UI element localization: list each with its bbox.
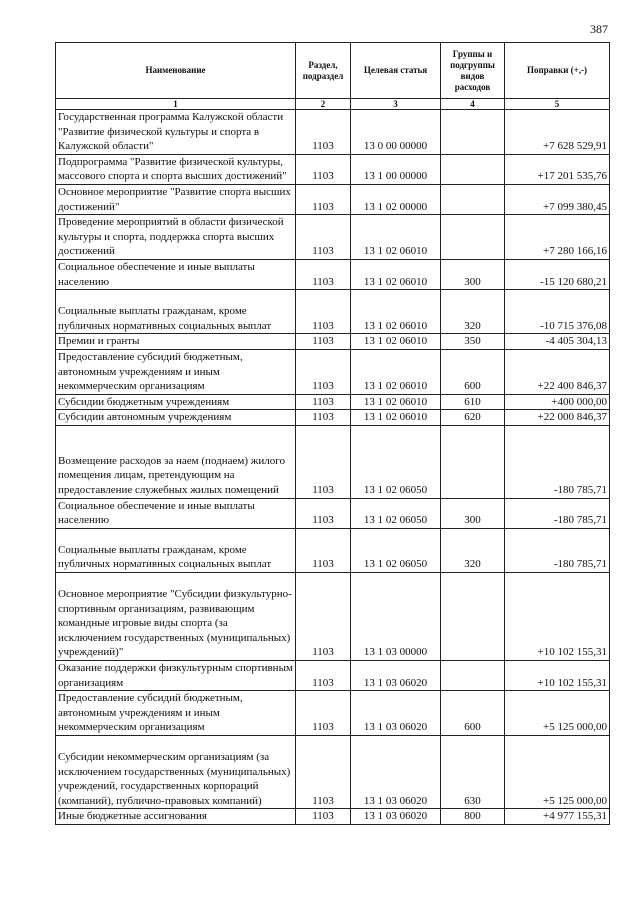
row-group: 350 — [441, 334, 505, 350]
header-section: Раздел, подраздел — [296, 43, 351, 99]
row-article: 13 1 02 06010 — [351, 215, 441, 260]
header-name: Наименование — [56, 43, 296, 99]
column-numbers-row — [56, 99, 610, 110]
row-name: Основное мероприятие "Субсидии физкультурно-спортивным организациям, развивающим командные игровые виды спорта (за исключением государственных (муниципальных) учреждений)" — [56, 573, 296, 661]
table-row — [56, 349, 610, 394]
row-group: 630 — [441, 735, 505, 808]
row-article: 13 1 02 06050 — [351, 498, 441, 528]
row-amount: +22 000 846,37 — [505, 410, 610, 426]
row-amount: -15 120 680,21 — [505, 259, 610, 289]
row-group: 300 — [441, 498, 505, 528]
row-amount: -10 715 376,08 — [505, 290, 610, 334]
row-name: Премии и гранты — [56, 334, 296, 350]
header-article: Целевая статья — [351, 43, 441, 99]
row-amount: +17 201 535,76 — [505, 154, 610, 184]
table-row — [56, 184, 610, 214]
row-name: Предоставление субсидий бюджетным, автономным учреждениям и иным некоммерческим организациям — [56, 691, 296, 736]
row-amount: +22 400 846,37 — [505, 349, 610, 394]
row-group — [441, 184, 505, 214]
table-row — [56, 573, 610, 661]
row-article: 13 1 03 00000 — [351, 573, 441, 661]
table-row — [56, 809, 610, 825]
row-group: 610 — [441, 394, 505, 410]
row-name: Субсидии автономным учреждениям — [56, 410, 296, 426]
row-article: 13 1 02 06010 — [351, 349, 441, 394]
row-section: 1103 — [296, 691, 351, 736]
row-group — [441, 661, 505, 691]
table-row — [56, 735, 610, 808]
row-section: 1103 — [296, 498, 351, 528]
row-section: 1103 — [296, 809, 351, 825]
row-section: 1103 — [296, 349, 351, 394]
row-amount: +5 125 000,00 — [505, 691, 610, 736]
row-group: 320 — [441, 528, 505, 572]
row-section: 1103 — [296, 410, 351, 426]
row-amount: +7 628 529,91 — [505, 110, 610, 155]
row-article: 13 1 02 06010 — [351, 334, 441, 350]
row-article: 13 1 02 06010 — [351, 290, 441, 334]
row-group — [441, 215, 505, 260]
row-section: 1103 — [296, 735, 351, 808]
table-row — [56, 425, 610, 498]
row-section: 1103 — [296, 394, 351, 410]
row-name: Субсидии бюджетным учреждениям — [56, 394, 296, 410]
row-section: 1103 — [296, 259, 351, 289]
row-amount: -180 785,71 — [505, 425, 610, 498]
column-number: 1 — [56, 99, 296, 110]
row-group — [441, 425, 505, 498]
row-name: Социальное обеспечение и иные выплаты населению — [56, 498, 296, 528]
row-section: 1103 — [296, 215, 351, 260]
row-section: 1103 — [296, 290, 351, 334]
row-name: Государственная программа Калужской области "Развитие физической культуры и спорта в Калужской области" — [56, 110, 296, 155]
row-group: 620 — [441, 410, 505, 426]
row-group: 600 — [441, 691, 505, 736]
table-row — [56, 661, 610, 691]
row-article: 13 1 02 06010 — [351, 259, 441, 289]
table-row — [56, 259, 610, 289]
row-article: 13 1 03 06020 — [351, 809, 441, 825]
row-group: 600 — [441, 349, 505, 394]
row-amount: +5 125 000,00 — [505, 735, 610, 808]
row-name: Оказание поддержки физкультурным спортивным организациям — [56, 661, 296, 691]
row-section: 1103 — [296, 425, 351, 498]
table-row — [56, 110, 610, 155]
row-article: 13 1 03 06020 — [351, 735, 441, 808]
row-amount: +4 977 155,31 — [505, 809, 610, 825]
row-group: 300 — [441, 259, 505, 289]
table-row — [56, 498, 610, 528]
row-amount: -4 405 304,13 — [505, 334, 610, 350]
row-section: 1103 — [296, 110, 351, 155]
row-group — [441, 573, 505, 661]
table-row — [56, 410, 610, 426]
row-name: Предоставление субсидий бюджетным, автономным учреждениям и иным некоммерческим организациям — [56, 349, 296, 394]
row-name: Субсидии некоммерческим организациям (за исключением государственных (муниципальных) учреждений, государственных корпораций (компаний), публично-правовых компаний) — [56, 735, 296, 808]
row-section: 1103 — [296, 334, 351, 350]
header-group: Группы и подгруппы видов расходов — [441, 43, 505, 99]
header-row — [56, 43, 610, 99]
row-article: 13 1 03 06020 — [351, 691, 441, 736]
table-row — [56, 691, 610, 736]
table-row — [56, 394, 610, 410]
row-group — [441, 154, 505, 184]
row-name: Социальное обеспечение и иные выплаты населению — [56, 259, 296, 289]
table-row — [56, 290, 610, 334]
row-article: 13 1 02 06010 — [351, 394, 441, 410]
row-name: Подпрограмма "Развитие физической культуры, массового спорта и спорта высших достижений" — [56, 154, 296, 184]
row-group — [441, 110, 505, 155]
row-article: 13 1 00 00000 — [351, 154, 441, 184]
row-article: 13 1 02 06010 — [351, 410, 441, 426]
row-name: Иные бюджетные ассигнования — [56, 809, 296, 825]
column-number: 4 — [441, 99, 505, 110]
row-article: 13 1 02 06050 — [351, 425, 441, 498]
row-name: Социальные выплаты гражданам, кроме публичных нормативных социальных выплат — [56, 528, 296, 572]
page-number: 387 — [590, 22, 608, 36]
row-article: 13 0 00 00000 — [351, 110, 441, 155]
table-row — [56, 528, 610, 572]
row-amount: +7 280 166,16 — [505, 215, 610, 260]
row-article: 13 1 02 00000 — [351, 184, 441, 214]
column-number: 5 — [505, 99, 610, 110]
table-row — [56, 154, 610, 184]
row-amount: +10 102 155,31 — [505, 573, 610, 661]
column-number: 3 — [351, 99, 441, 110]
table-row — [56, 334, 610, 350]
row-section: 1103 — [296, 528, 351, 572]
row-amount: +400 000,00 — [505, 394, 610, 410]
row-group: 800 — [441, 809, 505, 825]
row-article: 13 1 03 06020 — [351, 661, 441, 691]
row-group: 320 — [441, 290, 505, 334]
row-section: 1103 — [296, 154, 351, 184]
row-section: 1103 — [296, 661, 351, 691]
row-name: Основное мероприятие "Развитие спорта высших достижений" — [56, 184, 296, 214]
header-amount: Поправки (+,-) — [505, 43, 610, 99]
row-article: 13 1 02 06050 — [351, 528, 441, 572]
column-number: 2 — [296, 99, 351, 110]
row-section: 1103 — [296, 184, 351, 214]
row-name: Социальные выплаты гражданам, кроме публичных нормативных социальных выплат — [56, 290, 296, 334]
row-section: 1103 — [296, 573, 351, 661]
table-row — [56, 215, 610, 260]
row-amount: +7 099 380,45 — [505, 184, 610, 214]
row-amount: -180 785,71 — [505, 498, 610, 528]
row-name: Возмещение расходов за наем (поднаем) жилого помещения лицам, претендующим на предоставление служебных жилых помещений — [56, 425, 296, 498]
row-amount: +10 102 155,31 — [505, 661, 610, 691]
row-name: Проведение мероприятий в области физической культуры и спорта, поддержка спорта высших достижений — [56, 215, 296, 260]
row-amount: -180 785,71 — [505, 528, 610, 572]
budget-table — [55, 42, 610, 825]
